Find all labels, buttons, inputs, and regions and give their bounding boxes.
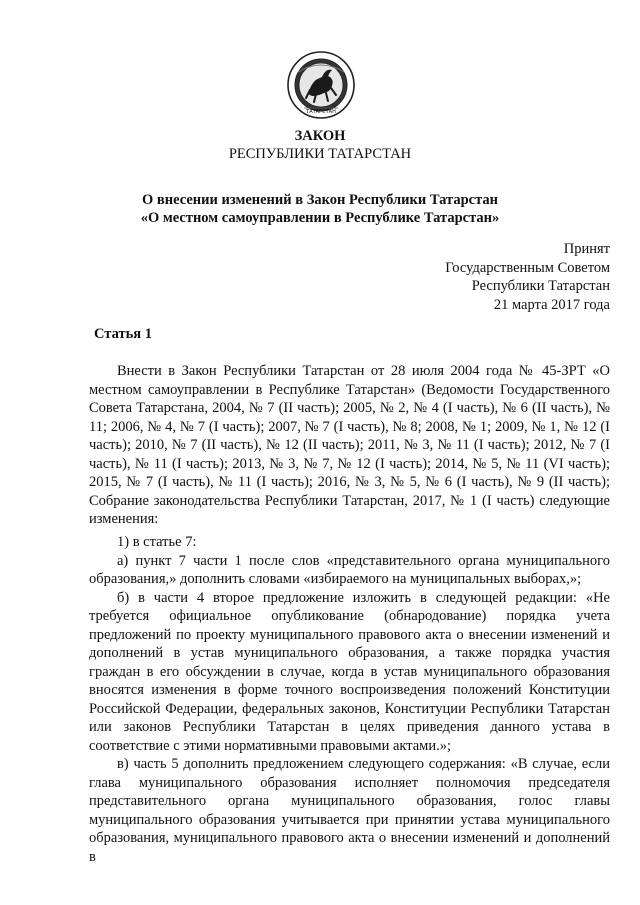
adoption-date: 21 марта 2017 года [493, 296, 610, 313]
law-subtitle: РЕСПУБЛИКИ ТАТАРСТАН [228, 146, 412, 162]
item-1b: б) в части 4 второе предложение изложить в следующей редакции: «Не требуется официальное опубликование (обнародование) порядка учета предложений по проекту муниципального правового акта о внесении изменений и дополнений в устав муниципального образования, а также порядка участия граждан в его обсуждении в случае, когда в устав муниципального образования вносятся изменения в форме точного воспроизведения положений Конституции Российской Федерации, федеральных законов, Конституции Республики Татарстан или законов Республики Татарстан в целях приведения данного устава в соответствие с этими нормативными правовыми актами.»; [89, 589, 610, 754]
article-items [89, 533, 610, 866]
article-title: Статья 1 [94, 326, 152, 342]
article-intro [89, 362, 610, 529]
item-1c: в) часть 5 дополнить предложением следующего содержания: «В случае, если глава муниципального образования исполняет полномочия председателя представительного органа муниципального образования, голос главы муниципального образования учитывается при принятии устава муниципального образования, муниципального правового акта о внесении изменений и дополнений в [89, 756, 610, 865]
law-heading-line-1: О внесении изменений в Закон Республики Татарстан [142, 192, 498, 208]
emblem-ring-text: ТАТАРСТАН [306, 109, 336, 115]
adoption-line: Государственным Советом [445, 259, 610, 276]
item-1: 1) в статье 7: [117, 534, 197, 550]
item-1a: а) пункт 7 части 1 после слов «представительного органа муниципального образования,» дополнить словами «избираемого на муниципальных выборах,»; [89, 552, 610, 587]
law-title: ЗАКОН [294, 128, 346, 144]
adoption-block [445, 240, 610, 314]
adoption-line: Принят [563, 241, 610, 257]
law-heading-line-2: «О местном самоуправлении в Республике Татарстан» [140, 210, 500, 226]
tatarstan-coat-of-arms-icon [286, 50, 356, 120]
article-intro-paragraph: Внести в Закон Республики Татарстан от 28 июля 2004 года № 45-ЗРТ «О местном самоуправлении в Республике Татарстан» (Ведомости Государственного Совета Татарстана, 2004, № 7 (II часть); 2005, № 2, № 4 (I часть), № 6 (II часть), № 11; 2006, № 4, № 7 (I часть); 2007, № 7 (I часть), № 8; 2008, № 1; 2009, № 1, № 12 (I часть); 2010, № 7 (II часть), № 12 (II часть); 2011, № 3, № 11 (I часть); 2012, № 7 (I часть), № 11 (I часть); 2013, № 3, № 7, № 12 (I часть); 2014, № 5, № 11 (VI часть); 2015, № 7 (I часть), № 11 (I часть); 2016, № 3, № 5, № 6 (I часть), № 9 (II часть); Собрание законодательства Республики Татарстан, 2017, № 1 (I часть) следующие изменения: [89, 363, 610, 527]
adoption-line: Республики Татарстан [471, 278, 610, 294]
